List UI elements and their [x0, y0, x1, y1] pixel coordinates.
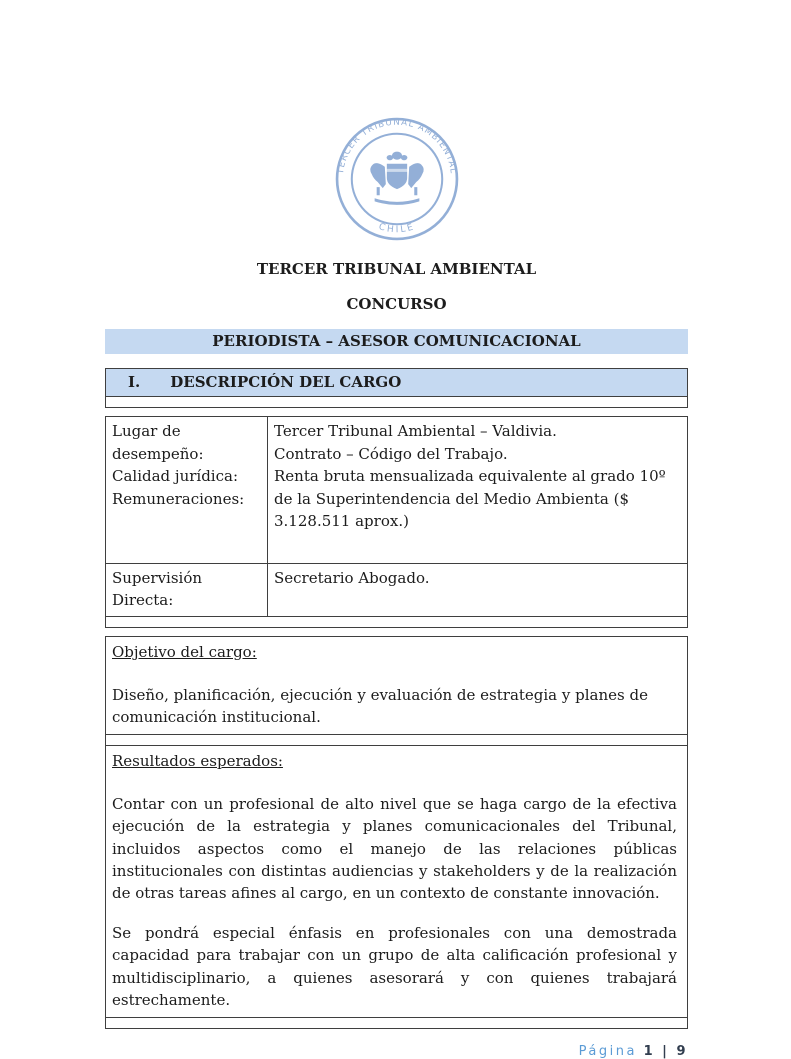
resultados-paragraph-2: Se pondrá especial énfasis en profesionales con una demostrada capacidad para trabajar con un grupo de alta calificación profesional y multidisciplinario, a quienes asesorará y con quienes trabajará estrechamente. [112, 924, 677, 1009]
objetivo-cell [106, 637, 687, 735]
label-supervision: Supervisión Directa: [112, 568, 203, 609]
section-title: DESCRIPCIÓN DEL CARGO [170, 373, 402, 391]
document-page [105, 0, 688, 1059]
objetivo-body: Diseño, planificación, ejecución y evaluación de estrategia y planes de comunicación institucional. [112, 685, 648, 726]
label-calidad: Calidad jurídica: [112, 467, 239, 485]
coat-of-arms-icon [370, 152, 423, 205]
value-remuneraciones: Renta bruta mensualizada equivalente al grado 10º de la Superintendencia del Medio Ambienta ($ 3.128.511 aprox.) [274, 467, 666, 530]
position-banner: PERIODISTA – ASESOR COMUNICACIONAL [105, 329, 688, 354]
objetivo-heading: Objetivo del cargo: [112, 642, 257, 661]
spacer-row [106, 734, 687, 745]
section-header-table [105, 368, 688, 408]
resultados-cell [106, 745, 687, 1017]
page-footer [105, 1044, 688, 1059]
info-labels-cell [106, 417, 267, 563]
blank-line [112, 904, 677, 922]
table-row [106, 563, 687, 616]
resultados-paragraph-1: Contar con un profesional de alto nivel que se haga cargo de la efectiva ejecución de la estrategia y planes comunicacionales del Tribunal, incluidos aspectos como el manejo de las relaciones públicas institucionales con distintas audiencias y stakeholders y de la realización de otras tareas afines al cargo, en un contexto de constante innovación. [112, 795, 677, 902]
tribunal-seal-icon [334, 116, 460, 242]
info-table [105, 416, 688, 628]
info-values-cell [267, 417, 687, 563]
value-supervision: Secretario Abogado. [267, 564, 687, 616]
label-remuneraciones: Remuneraciones: [112, 489, 245, 508]
description-table [105, 636, 688, 1029]
value-lugar: Tercer Tribunal Ambiental – Valdivia. [274, 422, 557, 440]
section-number: I. [128, 373, 141, 391]
svg-text:CHILE: CHILE [376, 222, 417, 236]
footer-page-label: Página [578, 1043, 637, 1059]
section-heading [106, 369, 687, 396]
footer-page-number: 1 | 9 [643, 1043, 688, 1059]
value-calidad: Contrato – Código del Trabajo. [274, 444, 508, 463]
blank-line [112, 663, 677, 684]
document-title: TERCER TRIBUNAL AMBIENTAL [256, 260, 537, 278]
table-row [106, 417, 687, 563]
blank-line [112, 772, 677, 793]
spacer-row [106, 616, 687, 627]
logo-container [105, 0, 688, 242]
spacer-row [106, 396, 687, 407]
resultados-heading: Resultados esperados: [112, 752, 283, 771]
document-subtitle: CONCURSO [346, 295, 447, 313]
svg-text:TERCER TRIBUNAL AMBIENTAL: TERCER TRIBUNAL AMBIENTAL [335, 117, 458, 175]
spacer-row [106, 1017, 687, 1028]
label-lugar: Lugar de desempeño: [112, 422, 204, 463]
